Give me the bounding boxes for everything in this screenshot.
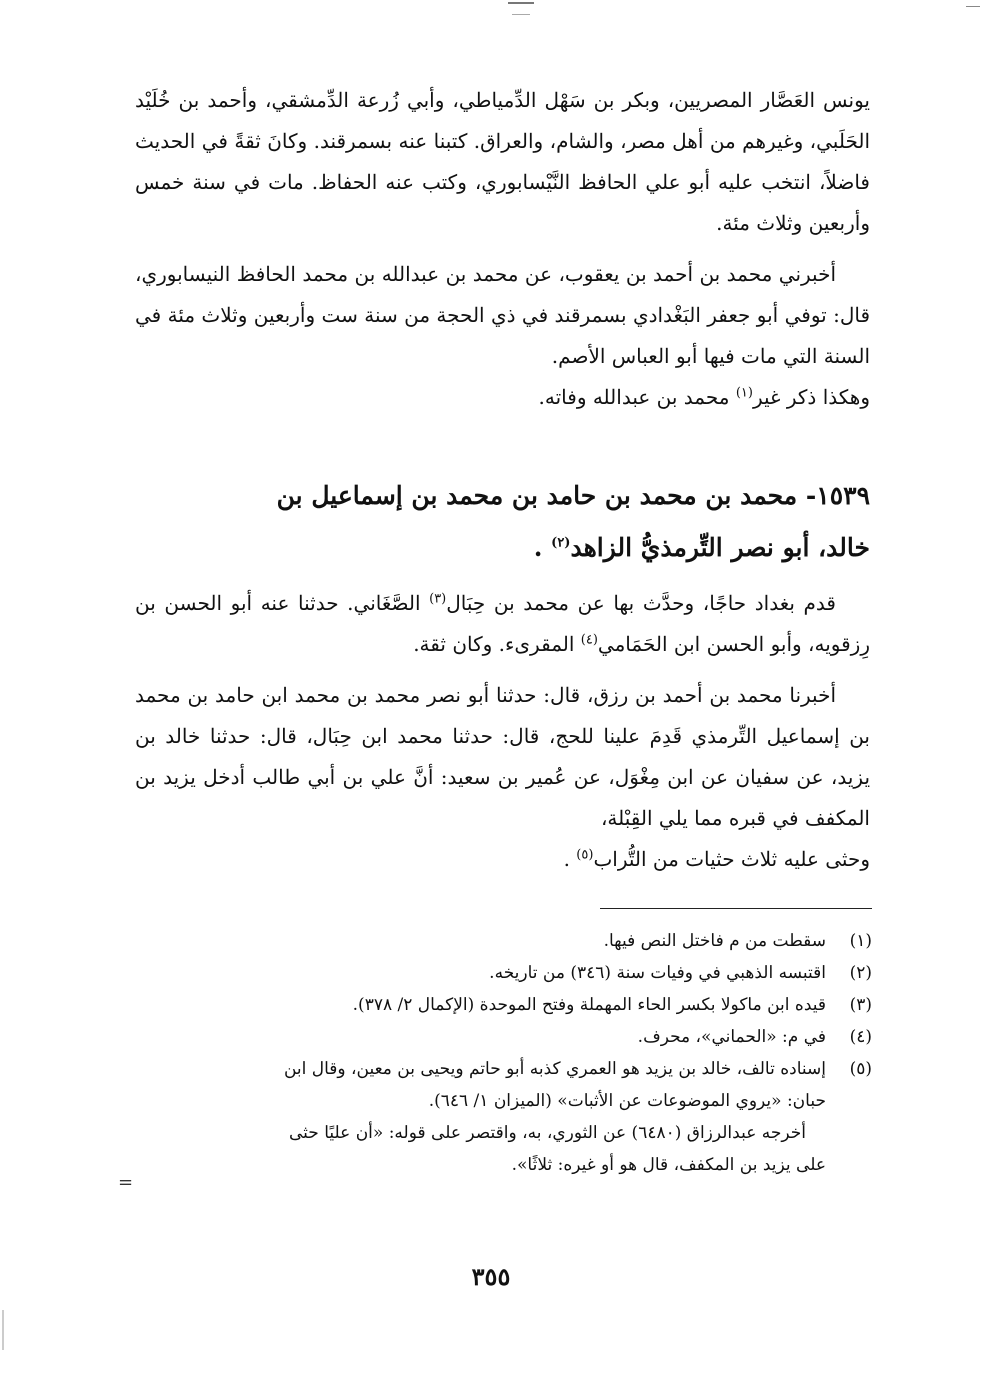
page-number: ٣٥٥ bbox=[471, 1262, 511, 1291]
footnote-number: (٢) bbox=[849, 963, 872, 983]
footnote-number: (٥) bbox=[849, 1059, 872, 1079]
footnote-number: (١) bbox=[849, 931, 872, 951]
footnote-ref[interactable]: (١) bbox=[735, 385, 753, 401]
footnote bbox=[130, 957, 872, 989]
text-line: أخبرنا محمد بن أحمد بن رزق، قال: حدثنا أبو نصر محمد بن محمد bbox=[294, 683, 837, 707]
scan-mark bbox=[512, 14, 530, 15]
text-line: . bbox=[563, 847, 577, 871]
continuation-mark: = bbox=[118, 1172, 134, 1193]
text-line: المقرىء. وكان ثقة. bbox=[413, 632, 581, 656]
footnote-text: في م: «الحماني»، محرف. bbox=[637, 1027, 826, 1047]
narration-paragraph bbox=[135, 254, 870, 418]
footnote-ref[interactable]: (٥) bbox=[576, 847, 594, 863]
entry-heading bbox=[135, 470, 870, 574]
text-line: الحافظ النيسابوري، قال: توفي أبو جعفر البَغْدادي بسمرقند في ذي الحجة bbox=[135, 262, 871, 327]
entry-paragraph bbox=[135, 675, 870, 880]
biography-paragraph bbox=[135, 80, 870, 244]
heading-line: ١٥٣٩- محمد بن محمد بن حامد بن محمد بن إسماعيل بن bbox=[276, 481, 870, 510]
text-line: ابن حِبَال، قال: حدثنا خالد بن يزيد، عن سفيان عن ابن مِغْوَل، عن عُمير بن bbox=[135, 724, 871, 789]
footnote-number: (٤) bbox=[849, 1027, 872, 1047]
footnote bbox=[130, 1021, 872, 1053]
text-line: ابن حامد بن محمد بن إسماعيل التِّرمذي قَدِمَ علينا للحج، قال: حدثنا محمد bbox=[135, 683, 871, 748]
text-line: من سنة ست وأربعين وثلاث مئة في السنة التي مات فيها أبو العباس الأصم. bbox=[135, 303, 870, 368]
text-line: الصَّغَاني. حدثنا bbox=[298, 591, 430, 615]
text-line: سعيد: أنَّ علي بن أبي طالب أدخل يزيد بن المكفف في قبره مما يلي القِبْلة، bbox=[135, 765, 870, 830]
text-line: محمد بن عبدالله وفاته. bbox=[538, 385, 736, 409]
footnote-separator bbox=[600, 908, 872, 909]
footnote-text: سقطت من م فاختل النص فيها. bbox=[603, 931, 826, 951]
heading-line: . bbox=[533, 533, 552, 562]
footnote-ref[interactable]: (٤) bbox=[580, 632, 598, 648]
text-line: يونس العَصَّار المصريين، وبكر بن سَهْل الدِّمياطي، وأبي زُرعة الدِّمشقي، bbox=[265, 88, 870, 112]
footnote bbox=[130, 989, 872, 1021]
scan-mark bbox=[966, 0, 980, 7]
text-line: بسمرقند. وكانَ ثقةً في الحديث فاضلاً، انتخب عليه أبو علي الحافظ bbox=[135, 129, 870, 194]
text-line: وحثى عليه ثلاث حثيات من التُّراب bbox=[593, 847, 870, 871]
text-line: النَّيْسابوري، وكتب عنه الحفاظ. مات في سنة خمس وأربعين وثلاث مئة. bbox=[135, 170, 870, 235]
text-line: عنه أبو الحسن بن رِزقويه، وأبو الحسن ابن الحَمَامي bbox=[135, 591, 870, 656]
heading-line: خالد، أبو نصر التِّرمذيُّ الزاهد bbox=[570, 533, 870, 562]
entry-text bbox=[135, 583, 870, 880]
footnote-number: (٣) bbox=[849, 995, 872, 1015]
text-line: وأحمد بن خُلَيْد الحَلَبي، وغيرهم من أهل مصر، والشام، والعراق. كتبنا عنه bbox=[135, 88, 871, 153]
footnote-ref[interactable]: (٢) bbox=[551, 535, 571, 551]
footnote-continuation: أخرجه عبدالرزاق (٦٤٨٠) عن الثوري، به، واقتصر على قوله: «أن عليًا حثى bbox=[289, 1123, 806, 1143]
footnote bbox=[130, 925, 872, 957]
footnote-continuation: على يزيد بن المكفف، قال هو أو غيره: ثلاثًا». bbox=[511, 1155, 826, 1175]
text-line: قدم بغداد حاجًا، وحدَّث بها عن محمد بن حِبَال bbox=[446, 591, 836, 615]
scan-mark bbox=[2, 1310, 4, 1350]
text-line: وهكذا ذكر غير bbox=[752, 385, 870, 409]
footnote-text: اقتبسه الذهبي في وفيات سنة (٣٤٦) من تاريخه. bbox=[489, 963, 826, 983]
footnotes bbox=[130, 925, 872, 1181]
scan-mark bbox=[508, 2, 534, 4]
entry-paragraph bbox=[135, 583, 870, 665]
biography-text bbox=[135, 80, 870, 418]
footnote-ref[interactable]: (٣) bbox=[429, 591, 447, 607]
footnote bbox=[130, 1053, 872, 1085]
footnote-text: قيده ابن ماكولا بكسر الحاء المهملة وفتح الموحدة (الإكمال ٢/ ٣٧٨). bbox=[352, 995, 826, 1015]
text-line: أخبرني محمد بن أحمد بن يعقوب، عن محمد بن عبدالله بن محمد bbox=[302, 262, 836, 286]
footnote-continuation: حبان: «يروي الموضوعات عن الأثبات» (الميزان ١/ ٦٤٦). bbox=[428, 1091, 826, 1111]
footnote-text: إسناده تالف، خالد بن يزيد هو العمري كذبه أبو حاتم ويحيى بن معين، وقال ابن bbox=[283, 1059, 826, 1079]
